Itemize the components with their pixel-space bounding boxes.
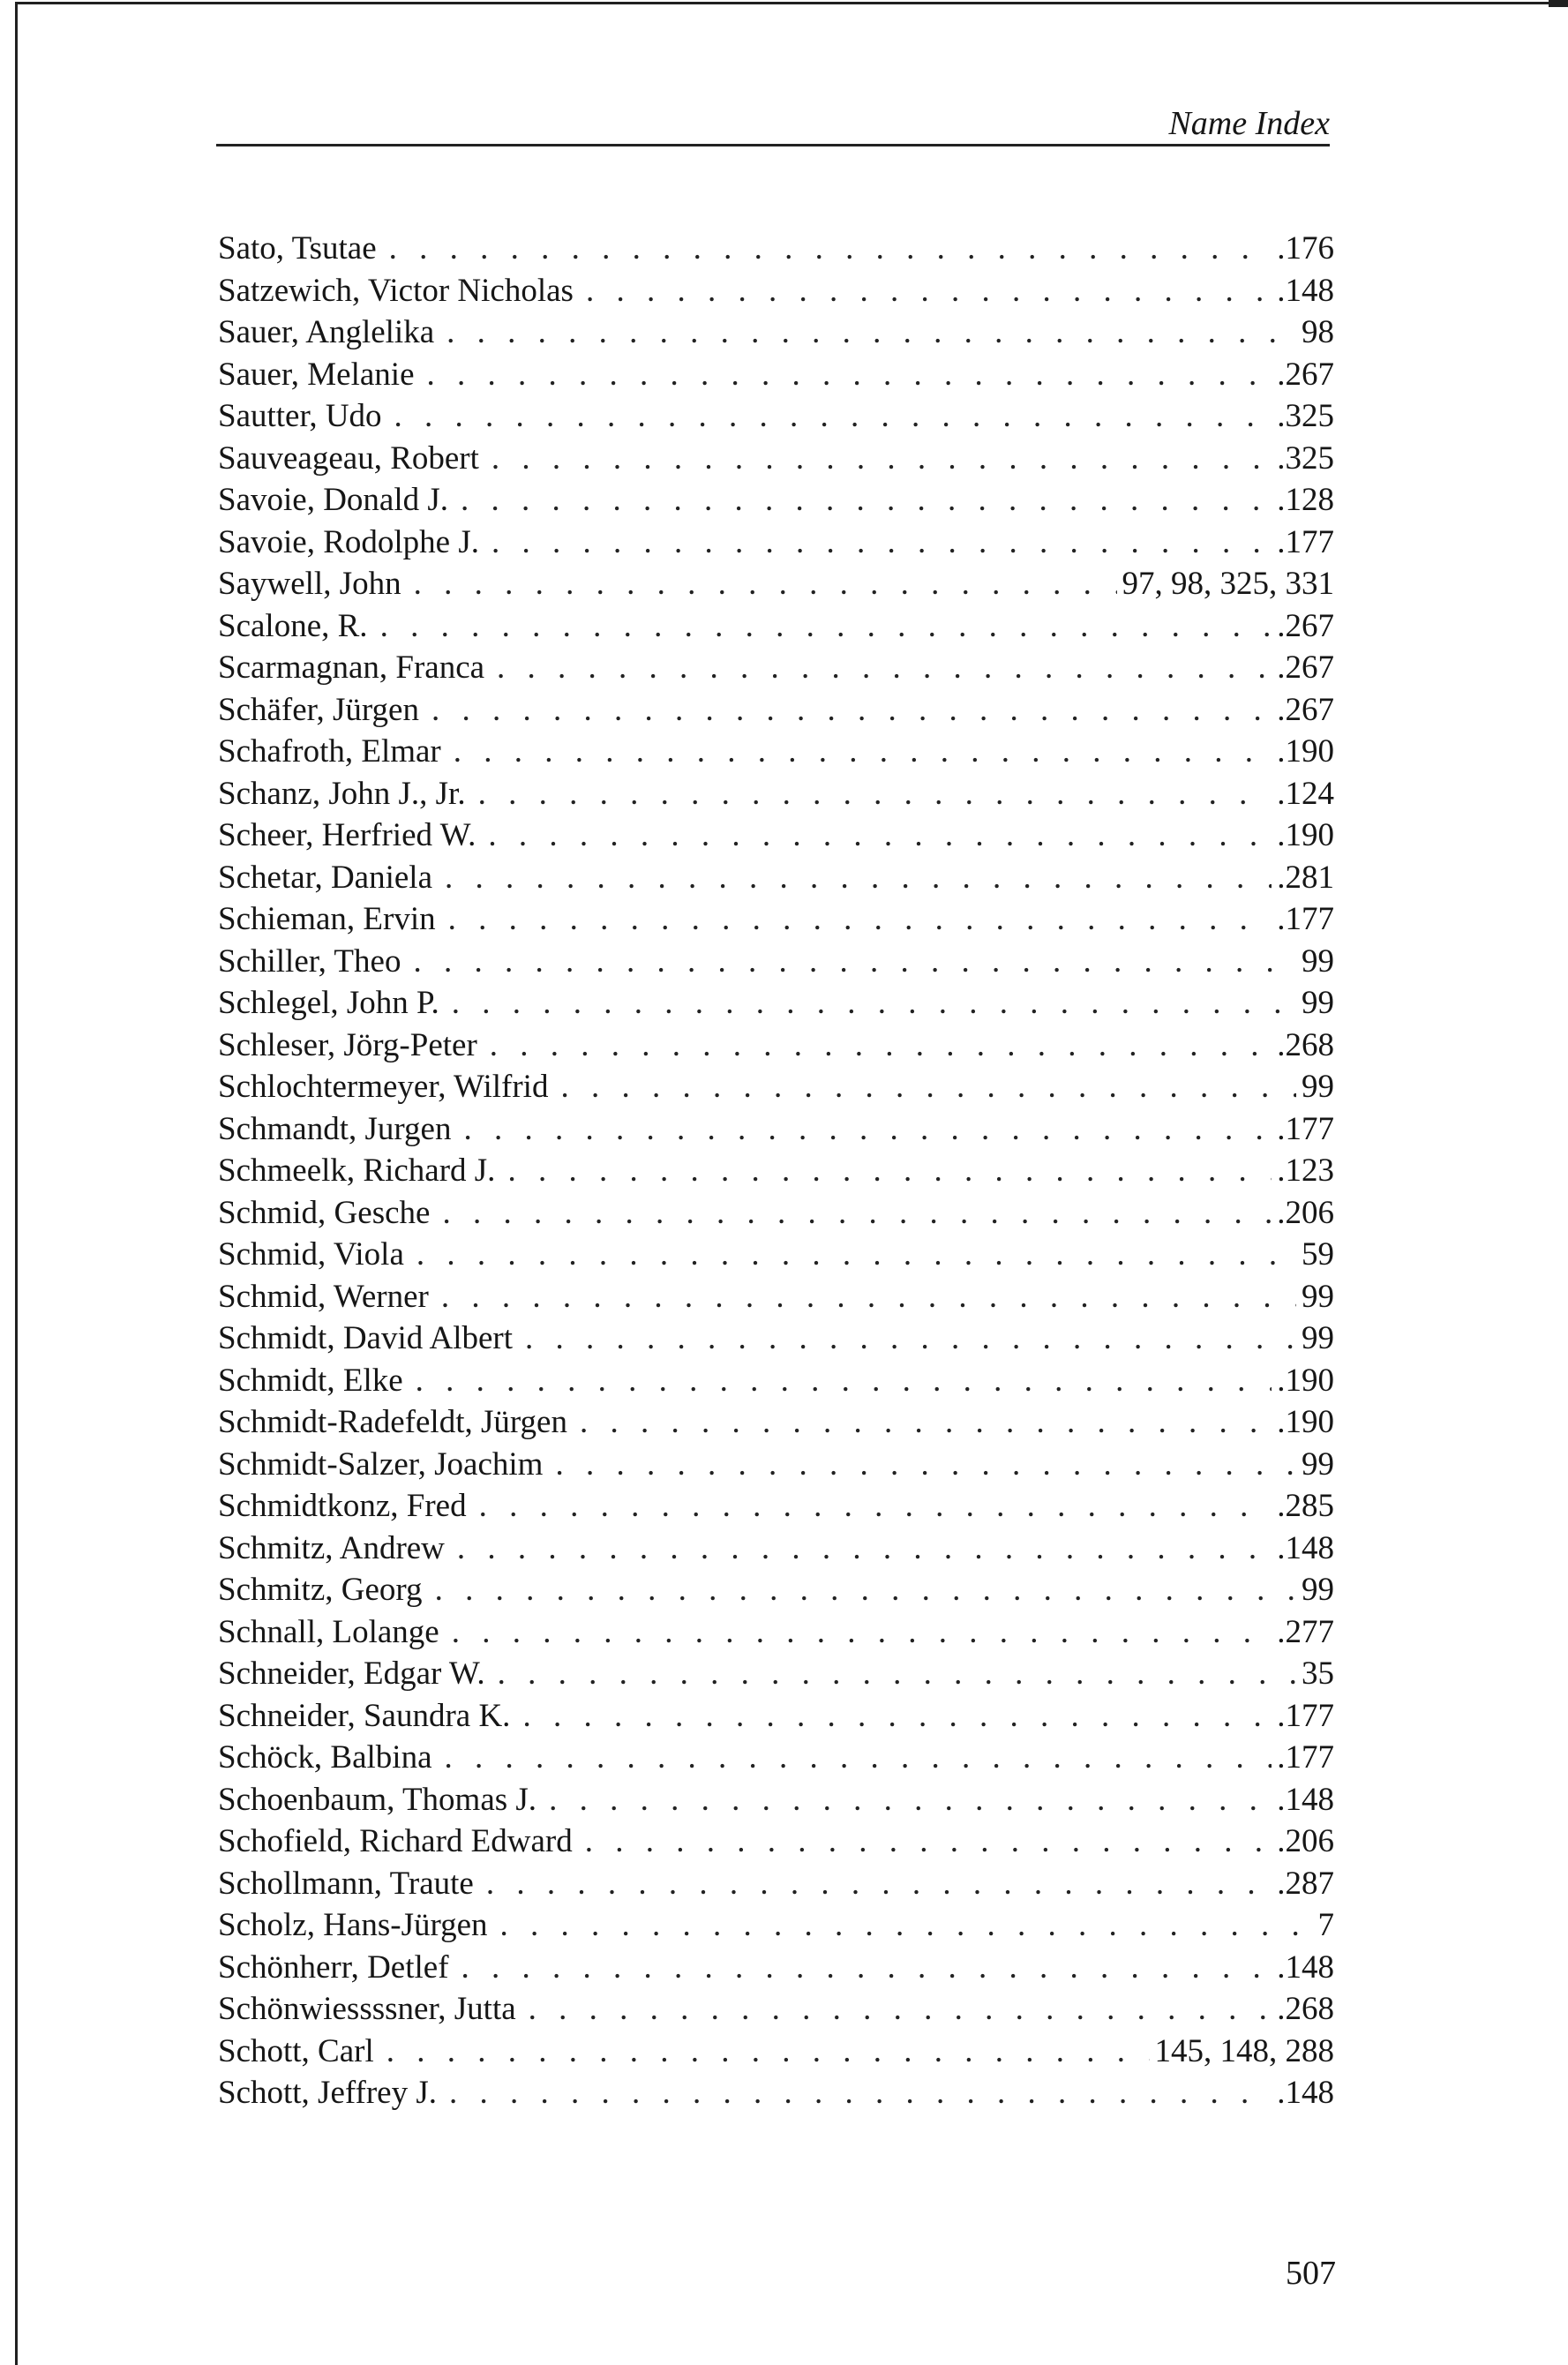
- entry-page-references: .285: [1277, 1488, 1334, 1524]
- entry-name: Schmitz, Andrew: [218, 1529, 445, 1566]
- dot-leader: [394, 395, 1272, 438]
- entry-page-references: 97, 98, 325, 331: [1122, 566, 1334, 602]
- entry-name: Schiller, Theo: [218, 942, 401, 980]
- index-entry: [218, 1360, 1334, 1402]
- index-entry: [218, 1066, 1334, 1108]
- index-entry: [218, 270, 1334, 312]
- index-entry: [218, 898, 1334, 941]
- dot-leader: [491, 522, 1272, 564]
- index-entry: [218, 1653, 1334, 1695]
- dot-leader: [380, 605, 1272, 648]
- dot-leader: [452, 982, 1296, 1025]
- entry-page-references: 99: [1302, 985, 1334, 1021]
- entry-page-references: 59: [1302, 1236, 1334, 1273]
- entry-name: Schafroth, Elmar: [218, 733, 441, 770]
- entry-page-references: .268: [1277, 1026, 1334, 1063]
- entry-name: Schneider, Saundra K.: [218, 1697, 511, 1734]
- entry-name: Schlochtermeyer, Wilfrid: [218, 1069, 549, 1105]
- entry-name: Schmitz, Georg: [218, 1572, 423, 1608]
- entry-page-references: .177: [1277, 1739, 1334, 1776]
- entry-name: Satzewich, Victor Nicholas: [218, 272, 574, 309]
- entry-page-references: .277: [1277, 1613, 1334, 1650]
- index-entry: [218, 2031, 1334, 2073]
- entry-name: Schmeelk, Richard J.: [218, 1152, 496, 1189]
- dot-leader: [454, 731, 1272, 773]
- index-entry: [218, 689, 1334, 732]
- dot-leader: [507, 1150, 1272, 1192]
- entry-page-references: .267: [1277, 607, 1334, 644]
- entry-name: Schleser, Jörg-Peter: [218, 1026, 477, 1063]
- entry-page-references: 99: [1302, 1445, 1334, 1483]
- entry-name: Schanz, John J., Jr.: [218, 775, 466, 812]
- entry-name: Schäfer, Jürgen: [218, 691, 419, 728]
- dot-leader: [580, 1401, 1272, 1444]
- dot-leader: [479, 1485, 1272, 1528]
- dot-leader: [441, 1276, 1296, 1318]
- index-entry: [218, 1611, 1334, 1654]
- index-entry: [218, 1234, 1334, 1276]
- entry-name: Schmid, Viola: [218, 1236, 404, 1273]
- scan-border-left: [15, 2, 18, 2365]
- entry-name: Sauveageau, Robert: [218, 439, 479, 477]
- dot-leader: [555, 1444, 1296, 1486]
- index-entry: [218, 1401, 1334, 1444]
- entry-page-references: .206: [1277, 1823, 1334, 1859]
- entry-name: Schöck, Balbina: [218, 1739, 432, 1776]
- index-entry: [218, 1569, 1334, 1611]
- entry-page-references: .148: [1277, 1948, 1334, 1986]
- dot-leader: [448, 898, 1272, 941]
- entry-page-references: .325: [1277, 439, 1334, 477]
- page-number: 507: [1286, 2255, 1336, 2292]
- entry-name: Schofield, Richard Edward: [218, 1823, 573, 1859]
- entry-page-references: .190: [1277, 1362, 1334, 1399]
- entry-page-references: .176: [1277, 230, 1334, 267]
- index-entry: [218, 941, 1334, 983]
- entry-name: Sato, Tsutae: [218, 230, 377, 267]
- entry-page-references: 7: [1317, 1907, 1334, 1943]
- dot-leader: [446, 312, 1296, 354]
- entry-name: Schmidt, David Albert: [218, 1320, 513, 1356]
- entry-name: Schmandt, Jurgen: [218, 1110, 452, 1147]
- entry-name: Scalone, R.: [218, 607, 368, 644]
- index-entry: [218, 1988, 1334, 2031]
- entry-name: Savoie, Donald J.: [218, 482, 449, 518]
- entry-page-references: 99: [1302, 1320, 1334, 1356]
- index-entry: [218, 1863, 1334, 1905]
- entry-page-references: .267: [1277, 356, 1334, 393]
- entry-name: Schetar, Daniela: [218, 859, 433, 896]
- dot-leader: [416, 1360, 1272, 1402]
- dot-leader: [586, 270, 1272, 312]
- index-entry: [218, 1025, 1334, 1067]
- entry-name: Sauer, Anglelika: [218, 314, 435, 350]
- index-entry: [218, 731, 1334, 773]
- dot-leader: [560, 1066, 1296, 1108]
- entry-page-references: .148: [1277, 2075, 1334, 2111]
- index-entry: [218, 1444, 1334, 1486]
- dot-leader: [413, 941, 1296, 983]
- entry-name: Schmidt, Elke: [218, 1362, 403, 1399]
- entry-page-references: .177: [1277, 1697, 1334, 1734]
- dot-leader: [491, 438, 1272, 480]
- scan-corner-mark: [1549, 0, 1568, 7]
- entry-page-references: .206: [1277, 1194, 1334, 1231]
- index-entry: [218, 1318, 1334, 1360]
- entry-page-references: 99: [1302, 1278, 1334, 1315]
- index-entry: [218, 522, 1334, 564]
- dot-leader: [497, 647, 1272, 689]
- dot-leader: [522, 1695, 1272, 1738]
- dot-leader: [452, 1611, 1272, 1654]
- running-header: [216, 99, 1330, 146]
- entry-name: Scarmagnan, Franca: [218, 649, 485, 686]
- index-entry: [218, 2072, 1334, 2114]
- entry-page-references: .190: [1277, 817, 1334, 853]
- entry-page-references: 35: [1302, 1656, 1334, 1692]
- dot-leader: [549, 1779, 1272, 1821]
- entry-name: Schmidtkonz, Fred: [218, 1488, 467, 1524]
- entry-name: Schmid, Werner: [218, 1278, 429, 1315]
- dot-leader: [463, 1108, 1272, 1151]
- entry-name: Sauer, Melanie: [218, 356, 415, 393]
- entry-page-references: .123: [1277, 1152, 1334, 1189]
- index-entry: [218, 1904, 1334, 1947]
- entry-page-references: .268: [1277, 1991, 1334, 2027]
- entry-name: Schönwiessssner, Jutta: [218, 1991, 516, 2027]
- entry-page-references: .281: [1277, 859, 1334, 896]
- dot-leader: [386, 2031, 1150, 2073]
- entry-name: Schieman, Ervin: [218, 901, 436, 937]
- entry-name: Saywell, John: [218, 566, 401, 602]
- index-entry: [218, 1947, 1334, 1989]
- index-entry: [218, 1276, 1334, 1318]
- index-entry: [218, 1779, 1334, 1821]
- dot-leader: [449, 2072, 1272, 2114]
- entry-page-references: .148: [1277, 1781, 1334, 1818]
- dot-leader: [389, 228, 1272, 270]
- index-entry: [218, 1821, 1334, 1863]
- entry-page-references: 98: [1302, 314, 1334, 350]
- running-header-title: Name Index: [1168, 105, 1330, 142]
- index-entry: [218, 438, 1334, 480]
- index-entry: [218, 563, 1334, 605]
- dot-leader: [490, 1025, 1272, 1067]
- dot-leader: [414, 563, 1117, 605]
- index-entry: [218, 1528, 1334, 1570]
- dot-leader: [431, 689, 1272, 732]
- entry-name: Schlegel, John P.: [218, 985, 439, 1021]
- dot-leader: [445, 857, 1272, 899]
- index-entry: [218, 479, 1334, 522]
- entry-name: Schönherr, Detlef: [218, 1948, 449, 1986]
- index-entry: [218, 605, 1334, 648]
- name-index-list: [218, 228, 1334, 2114]
- dot-leader: [435, 1569, 1296, 1611]
- entry-page-references: .267: [1277, 649, 1334, 686]
- scan-border-top: [16, 2, 1568, 4]
- dot-leader: [488, 815, 1272, 857]
- index-entry: [218, 773, 1334, 815]
- entry-page-references: .148: [1277, 272, 1334, 309]
- entry-name: Schmidt-Salzer, Joachim: [218, 1445, 544, 1483]
- entry-name: Schmid, Gesche: [218, 1194, 431, 1231]
- entry-page-references: 99: [1302, 1069, 1334, 1105]
- entry-name: Schott, Carl: [218, 2032, 374, 2069]
- dot-leader: [461, 1947, 1272, 1989]
- entry-name: Schott, Jeffrey J.: [218, 2075, 437, 2111]
- index-entry: [218, 1192, 1334, 1235]
- dot-leader: [457, 1528, 1272, 1570]
- entry-page-references: 145, 148, 288: [1154, 2032, 1334, 2069]
- index-entry: [218, 228, 1334, 270]
- index-entry: [218, 1108, 1334, 1151]
- dot-leader: [445, 1737, 1272, 1779]
- entry-page-references: .124: [1277, 775, 1334, 812]
- entry-page-references: .128: [1277, 482, 1334, 518]
- entry-page-references: 99: [1302, 942, 1334, 980]
- header-rule: [216, 144, 1330, 146]
- entry-name: Scholz, Hans-Jürgen: [218, 1907, 488, 1943]
- entry-name: Sautter, Udo: [218, 398, 382, 434]
- index-entry: [218, 1695, 1334, 1738]
- dot-leader: [498, 1653, 1296, 1695]
- entry-name: Scheer, Herfried W.: [218, 817, 476, 853]
- entry-page-references: .190: [1277, 1404, 1334, 1440]
- entry-name: Schollmann, Traute: [218, 1865, 474, 1902]
- entry-page-references: .325: [1277, 398, 1334, 434]
- dot-leader: [529, 1988, 1272, 2031]
- index-entry: [218, 312, 1334, 354]
- dot-leader: [461, 479, 1272, 522]
- dot-leader: [525, 1318, 1296, 1360]
- index-entry: [218, 982, 1334, 1025]
- dot-leader: [486, 1863, 1272, 1905]
- index-entry: [218, 857, 1334, 899]
- entry-page-references: .287: [1277, 1865, 1334, 1902]
- entry-page-references: .148: [1277, 1529, 1334, 1566]
- dot-leader: [442, 1192, 1272, 1235]
- index-entry: [218, 647, 1334, 689]
- index-entry: [218, 395, 1334, 438]
- index-entry: [218, 1737, 1334, 1779]
- dot-leader: [427, 354, 1272, 396]
- entry-page-references: .190: [1277, 733, 1334, 770]
- entry-name: Savoie, Rodolphe J.: [218, 523, 479, 560]
- dot-leader: [500, 1904, 1313, 1947]
- index-entry: [218, 815, 1334, 857]
- entry-page-references: .177: [1277, 1110, 1334, 1147]
- entry-name: Schnall, Lolange: [218, 1613, 439, 1650]
- entry-name: Schneider, Edgar W.: [218, 1656, 485, 1692]
- index-entry: [218, 1485, 1334, 1528]
- dot-leader: [585, 1821, 1272, 1863]
- index-entry: [218, 354, 1334, 396]
- dot-leader: [478, 773, 1272, 815]
- dot-leader: [416, 1234, 1296, 1276]
- entry-name: Schmidt-Radefeldt, Jürgen: [218, 1404, 567, 1440]
- index-entry: [218, 1150, 1334, 1192]
- entry-name: Schoenbaum, Thomas J.: [218, 1781, 537, 1818]
- entry-page-references: 99: [1302, 1572, 1334, 1608]
- entry-page-references: .267: [1277, 691, 1334, 728]
- entry-page-references: .177: [1277, 523, 1334, 560]
- entry-page-references: .177: [1277, 901, 1334, 937]
